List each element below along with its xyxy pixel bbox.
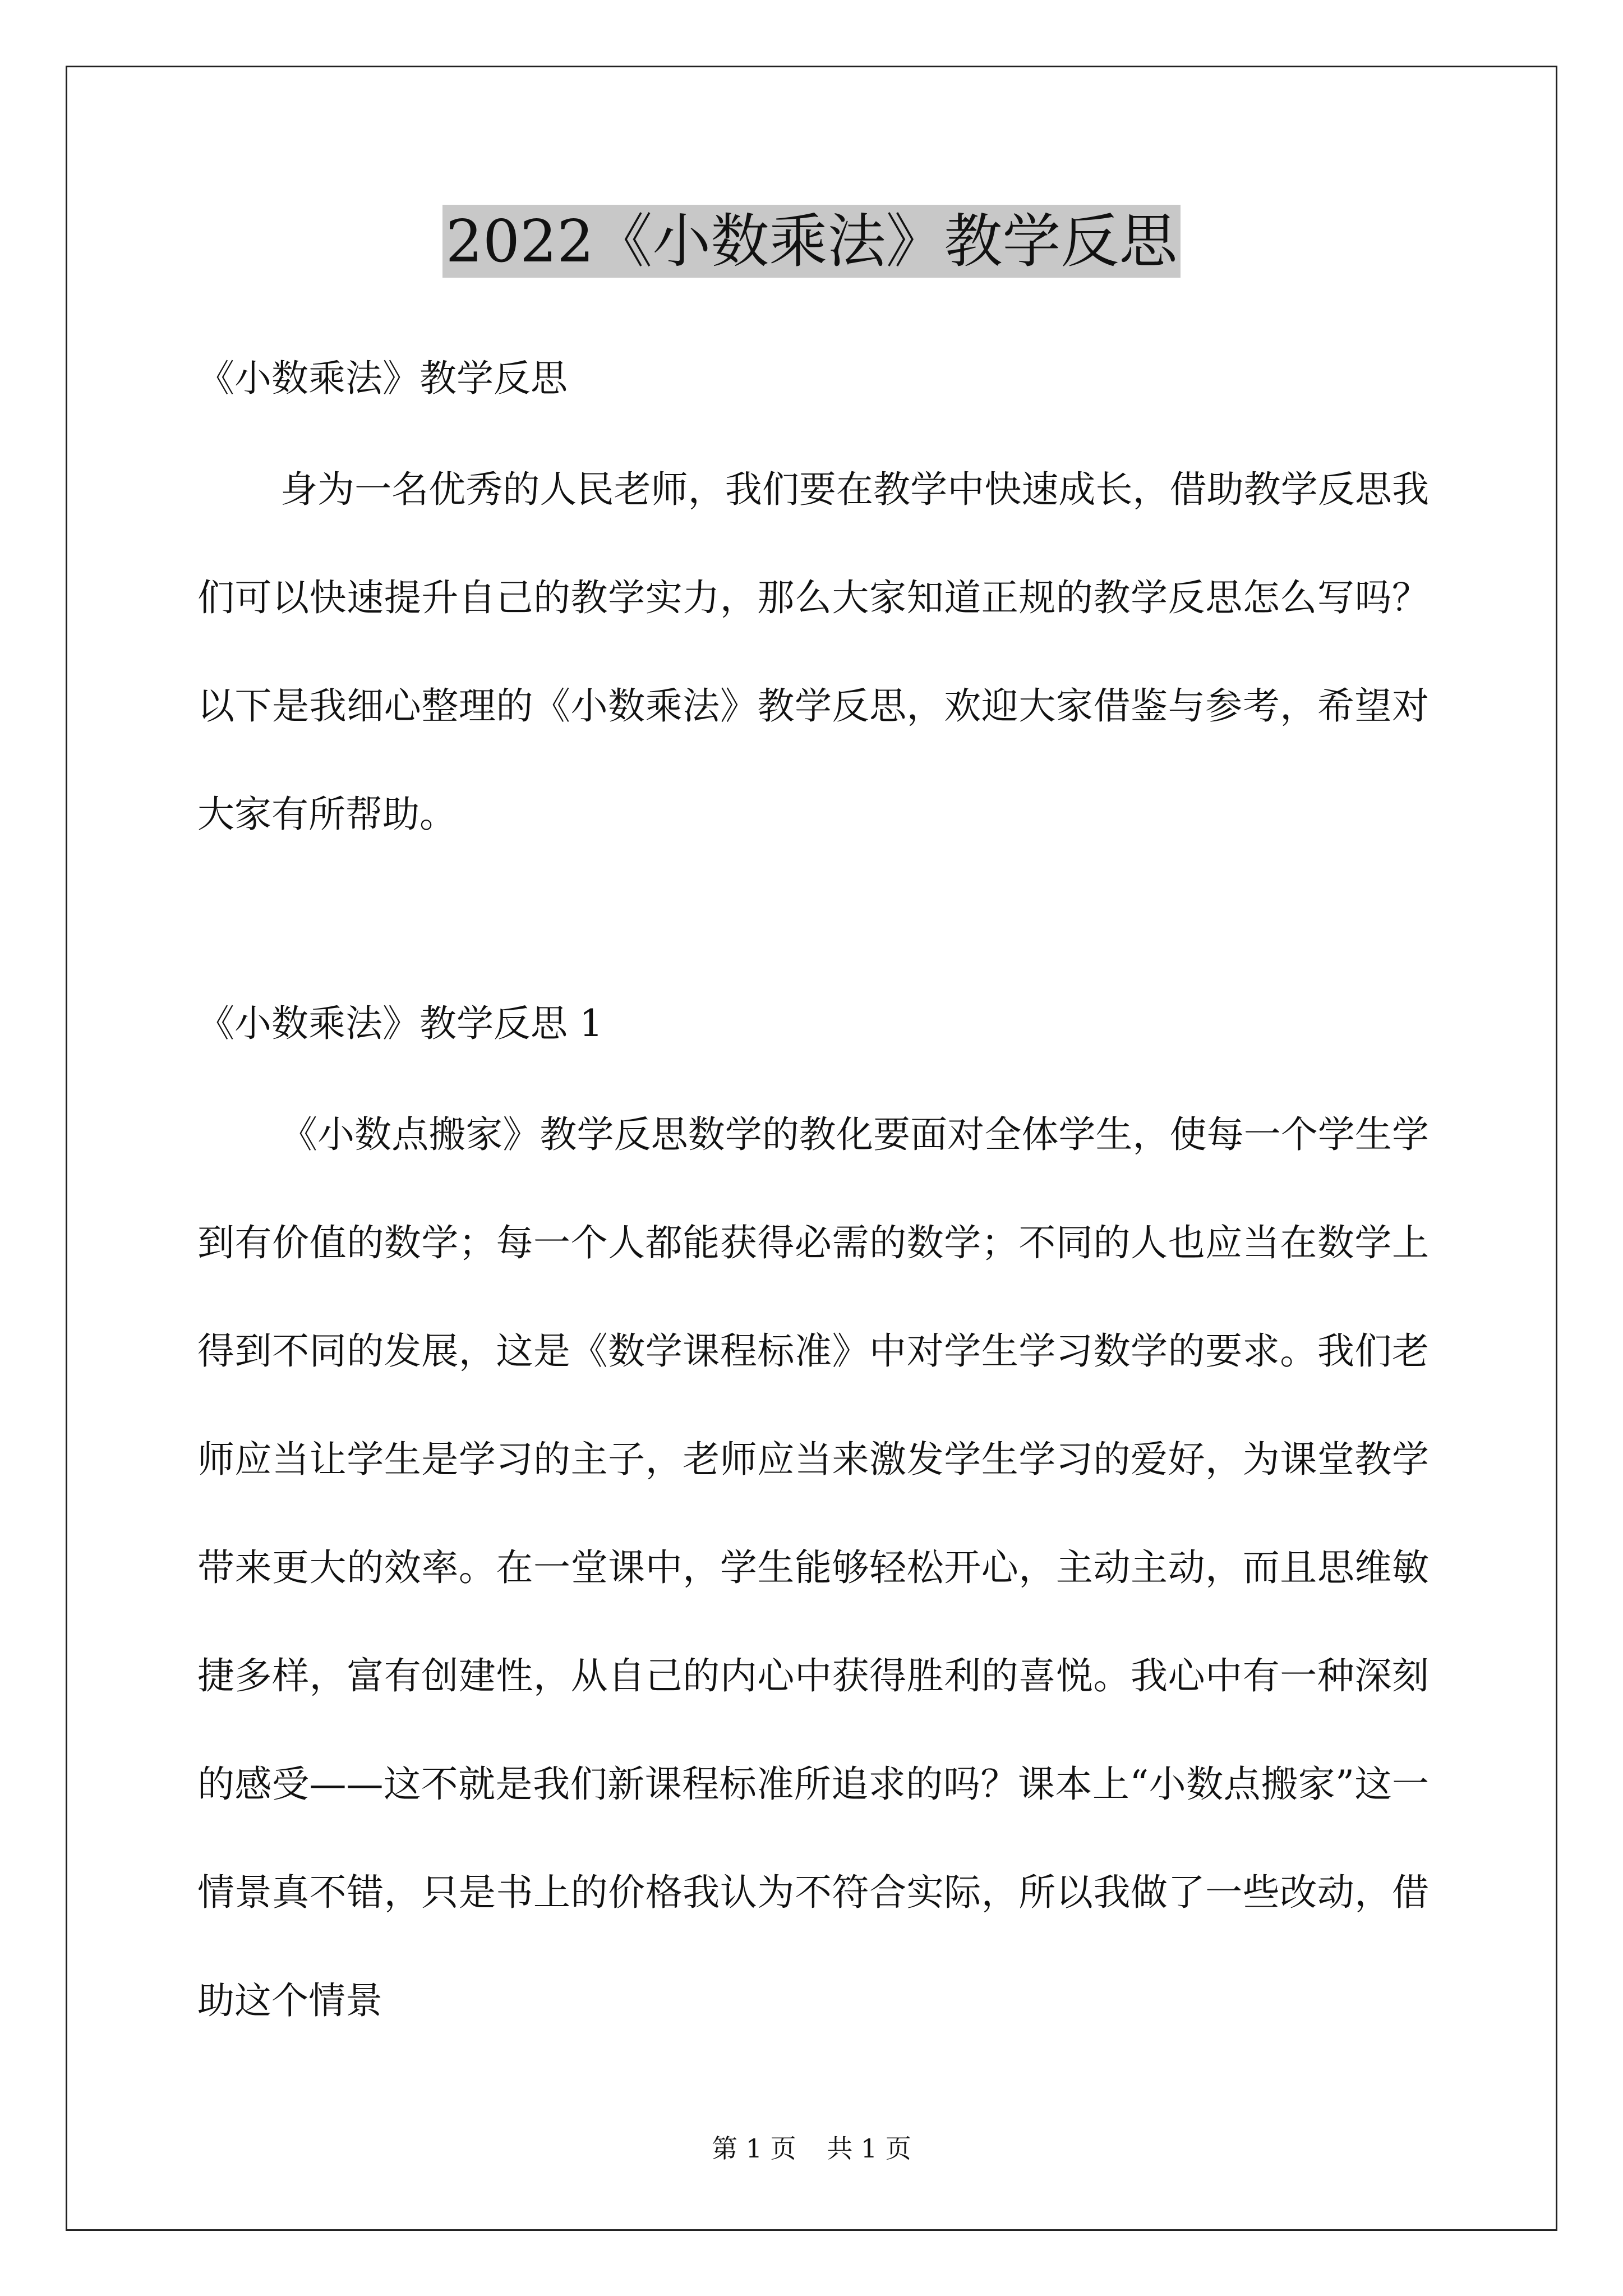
page-number: 第 1 页: [712, 2133, 796, 2164]
document-title-text: 2022《小数乘法》教学反思: [442, 205, 1181, 278]
document-title: [0, 202, 1623, 280]
section-heading: 《小数乘法》教学反思: [197, 357, 568, 400]
intro-paragraph: 身为一名优秀的人民老师，我们要在教学中快速成长，借助教学反思我们可以快速提升自己的教学实力，那么大家知道正规的教学反思怎么写吗？以下是我细心整理的《小数乘法》教学反思，欢迎大家借鉴与参考，希望对大家有所帮助。: [197, 468, 1429, 836]
part1-heading: 《小数乘法》教学反思 1: [197, 1002, 603, 1045]
part1-paragraph: 《小数点搬家》教学反思数学的教化要面对全体学生，使每一个学生学到有价值的数学；每一个人都能获得必需的数学；不同的人也应当在数学上得到不同的发展，这是《数学课程标准》中对学生学习数学的要求。我们老师应当让学生是学习的主子，老师应当来激发学生学习的爱好，为课堂教学带来更大的效率。在一堂课中，学生能够轻松开心，主动主动，而且思维敏捷多样，富有创建性，从自己的内心中获得胜利的喜悦。我心中有一种深刻的感受——这不就是我们新课程标准所追求的吗？课本上“小数点搬家”这一情景真不错，只是书上的价格我认为不符合实际，所以我做了一些改动，借助这个情景: [197, 1113, 1429, 2022]
page-footer: [0, 2132, 1623, 2165]
page-total: 共 1 页: [827, 2133, 911, 2164]
